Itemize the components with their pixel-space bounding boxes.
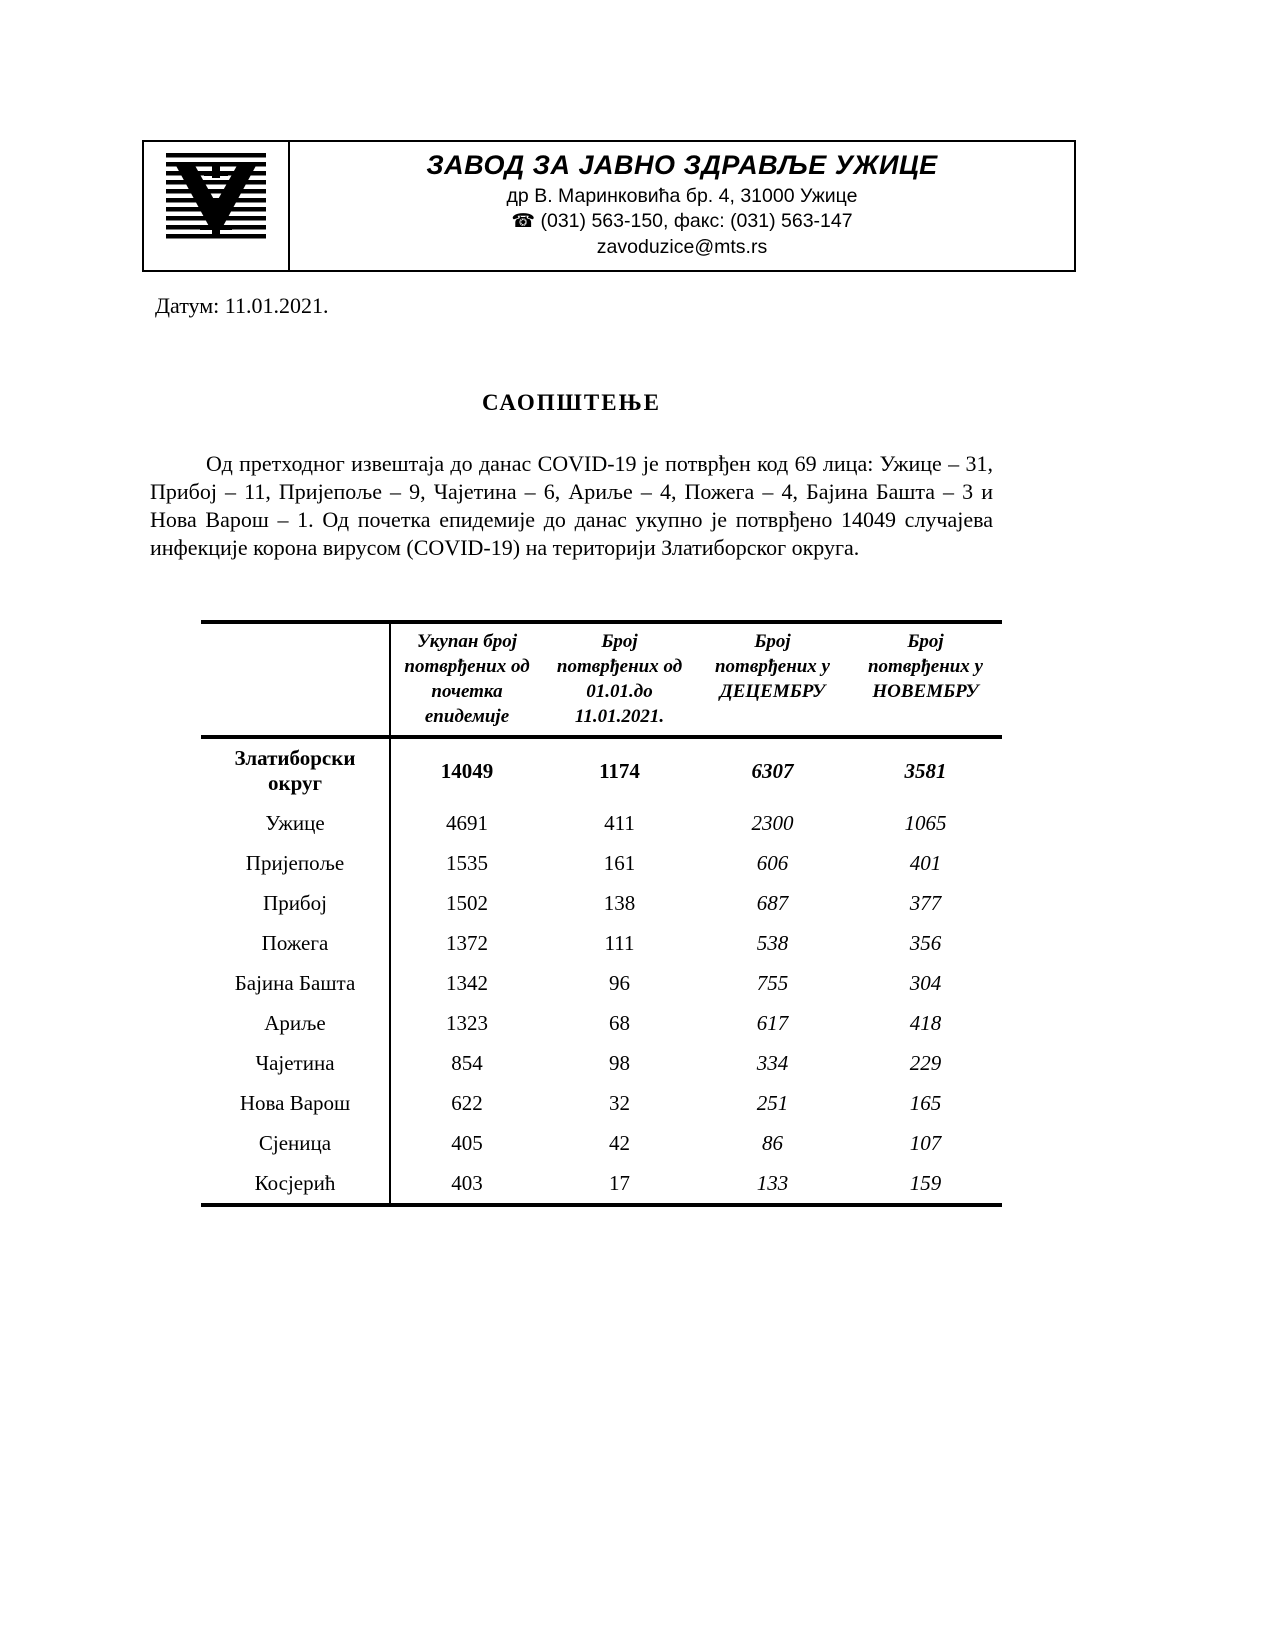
row-name: Бајина Башта [201,963,390,1003]
column-header-recent: Број потврђених од 01.01.до 11.01.2021. [543,622,696,737]
column-header-total: Укупан број потврђених од почетка епидемије [390,622,543,737]
november-cell: 356 [909,930,942,955]
row-name: Нова Варош [201,1083,390,1123]
total-cell: 14049 [440,758,494,783]
letterhead-info [290,142,1074,270]
column-header-december: Број потврђених у ДЕЦЕМБРУ [696,622,849,737]
row-name: Ариље [201,1003,390,1043]
december-cell: 538 [756,930,789,955]
institute-name: ЗАВОД ЗА ЈАВНО ЗДРАВЉЕ УЖИЦЕ [426,150,938,180]
table-row [201,803,1002,843]
december-cell: 755 [756,970,789,995]
total-cell: 405 [451,1130,483,1155]
corner-header-cell [201,622,390,737]
letterhead-box [142,140,1076,272]
november-cell: 165 [909,1090,942,1115]
logo-cell [144,142,290,270]
recent-cell: 96 [609,970,630,995]
recent-cell: 68 [609,1010,630,1035]
total-cell: 1372 [446,930,488,955]
december-cell: 86 [762,1130,783,1155]
row-name: Пожега [201,923,390,963]
institute-phone [290,209,1074,234]
december-cell: 133 [756,1170,789,1195]
total-cell: 1323 [446,1010,488,1035]
institute-email: zavoduzice@mts.rs [596,235,768,258]
november-cell: 159 [909,1170,942,1195]
total-cell: 1342 [446,970,488,995]
table-row [201,843,1002,883]
december-cell: 687 [756,890,789,915]
recent-cell: 411 [604,810,635,835]
covid-statistics-table [201,620,1002,1207]
recent-cell: 17 [609,1170,630,1195]
institute-address: др В. Маринковића бр. 4, 31000 Ужице [506,184,858,207]
december-cell: 251 [756,1090,789,1115]
row-name: Чајетина [201,1043,390,1083]
table-row [201,737,1002,803]
table-row [201,1123,1002,1163]
recent-cell: 98 [609,1050,630,1075]
date-line: Датум: 11.01.2021. [155,293,329,318]
phone-icon: ☎ [511,211,536,233]
row-name: Ужице [201,803,390,843]
table-row [201,1083,1002,1123]
column-header-november: Број потврђених у НОВЕМБРУ [849,622,1002,737]
total-cell: 4691 [446,810,488,835]
total-cell: 622 [451,1090,483,1115]
december-cell: 617 [756,1010,789,1035]
november-cell: 107 [909,1130,942,1155]
institute-logo-icon [166,152,266,244]
recent-cell: 1174 [599,758,640,783]
november-cell: 401 [909,850,942,875]
announcement-title: САОПШТЕЊЕ [481,390,662,415]
row-name: Прибој [201,883,390,923]
total-cell: 1502 [446,890,488,915]
december-cell: 606 [756,850,789,875]
table-row [201,963,1002,1003]
table-header-row [201,622,1002,737]
table-row [201,1043,1002,1083]
total-cell: 854 [451,1050,483,1075]
row-name: Пријепоље [201,843,390,883]
november-cell: 229 [909,1050,942,1075]
november-cell: 1065 [904,810,947,835]
recent-cell: 138 [603,890,636,915]
table-row [201,883,1002,923]
recent-cell: 32 [609,1090,630,1115]
november-cell: 377 [909,890,942,915]
phone-numbers: (031) 563-150, факс: (031) 563-147 [540,210,853,233]
total-cell: 1535 [446,850,488,875]
november-cell: 3581 [904,758,947,783]
total-cell: 403 [451,1170,483,1195]
december-cell: 334 [756,1050,789,1075]
recent-cell: 161 [603,850,636,875]
table-row [201,1003,1002,1043]
body-paragraph: Од претходног извештаја до данас COVID-19 је потврђен код 69 лица: Ужице – 31, Прибој – 11, Пријепоље – 9, Чајетина – 6, Ариље – 4, Пожега – 4, Бајина Башта – 3 и Нова Варош – 1. Од почетка епидемије до данас укупно је потврђено 14049 случајева инфекције корона вирусом (COVID-19) на територији Златиборског округа. [150,451,993,560]
row-name: Косјерић [201,1163,390,1205]
november-cell: 304 [909,970,942,995]
row-name: Златиборски округ [201,737,390,803]
table-row [201,1163,1002,1205]
recent-cell: 42 [609,1130,630,1155]
december-cell: 6307 [751,758,794,783]
table-row [201,923,1002,963]
december-cell: 2300 [751,810,794,835]
recent-cell: 111 [604,930,635,955]
november-cell: 418 [909,1010,942,1035]
row-name: Сјеница [201,1123,390,1163]
